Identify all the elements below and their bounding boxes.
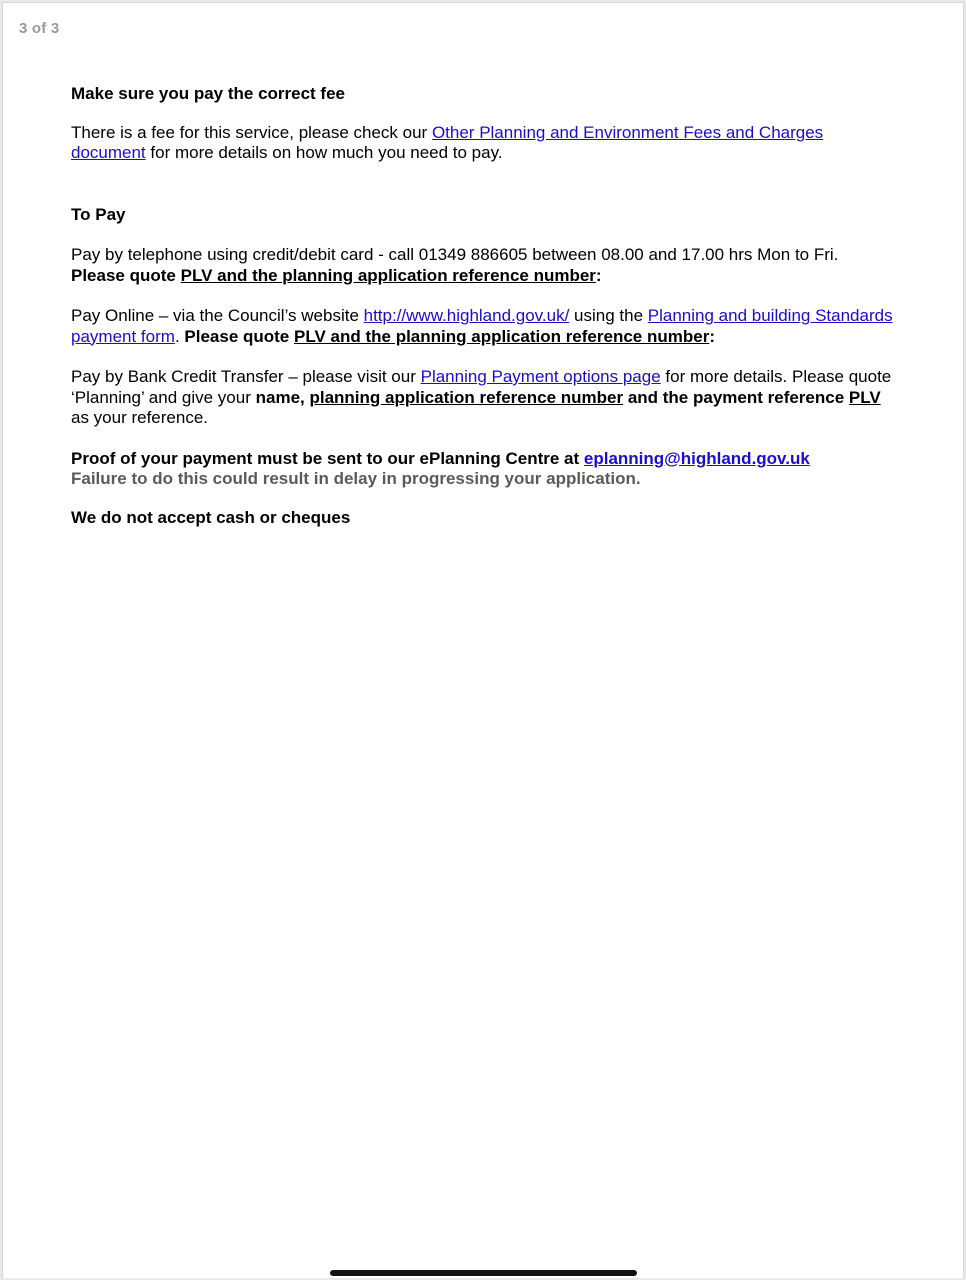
- telephone-text: Pay by telephone using credit/debit card - call 01349 886605 between 08.00 and 17.00 hrs Mon to Fri.: [71, 245, 839, 264]
- eplanning-email-link[interactable]: eplanning@highland.gov.uk: [583, 448, 810, 468]
- bank-text-2: for more details. Please quote ‘Planning’ and give your: [71, 367, 892, 407]
- home-indicator-bar: [330, 1270, 637, 1276]
- fee-text-before: There is a fee for this service, please check our: [71, 122, 432, 142]
- bank-bold-plv: PLV: [848, 387, 881, 407]
- telephone-quote-suffix: :: [595, 265, 602, 285]
- failure-warning: Failure to do this could result in delay in progressing your application.: [71, 469, 641, 488]
- online-text-2: using the: [569, 306, 648, 325]
- payment-form-link[interactable]: Planning and building Standards payment form: [71, 306, 893, 346]
- fee-paragraph: [71, 123, 901, 164]
- telephone-payment: [71, 245, 901, 286]
- proof-of-payment: [71, 449, 901, 490]
- fee-text-after: for more details on how much you need to pay.: [145, 143, 503, 162]
- proof-text: Proof of your payment must be sent to our ePlanning Centre at: [71, 448, 584, 468]
- online-text-3: .: [174, 326, 185, 346]
- telephone-quote-prefix: Please quote: [71, 265, 181, 285]
- bank-transfer-payment: [71, 367, 901, 429]
- page-indicator: 3 of 3: [19, 20, 60, 37]
- bank-bold-name: name,: [255, 387, 310, 407]
- online-text-1: Pay Online – via the Council’s website: [71, 306, 364, 325]
- highland-website-link[interactable]: http://www.highland.gov.uk/: [363, 306, 570, 325]
- online-payment: [71, 306, 901, 347]
- fees-charges-link[interactable]: Other Planning and Environment Fees and Charges document: [71, 122, 824, 162]
- document-content: [71, 84, 901, 528]
- document-page: [2, 2, 964, 1278]
- bank-text-3: as your reference.: [71, 408, 209, 427]
- fee-heading: Make sure you pay the correct fee: [71, 84, 346, 103]
- online-quote-prefix: Please quote: [184, 326, 294, 346]
- bank-text-1: Pay by Bank Credit Transfer – please visit our: [71, 367, 421, 386]
- no-cash-notice: We do not accept cash or cheques: [71, 507, 351, 527]
- payment-options-link[interactable]: Planning Payment options page: [420, 367, 661, 386]
- bank-bold-and: and the payment reference: [623, 387, 849, 407]
- online-quote-suffix: :: [709, 326, 715, 346]
- online-quote-reference: PLV and the planning application reference number: [294, 326, 710, 346]
- to-pay-heading: To Pay: [71, 204, 126, 224]
- bank-bold-reference: planning application reference number: [309, 387, 624, 407]
- telephone-quote-reference: PLV and the planning application reference number: [180, 265, 596, 285]
